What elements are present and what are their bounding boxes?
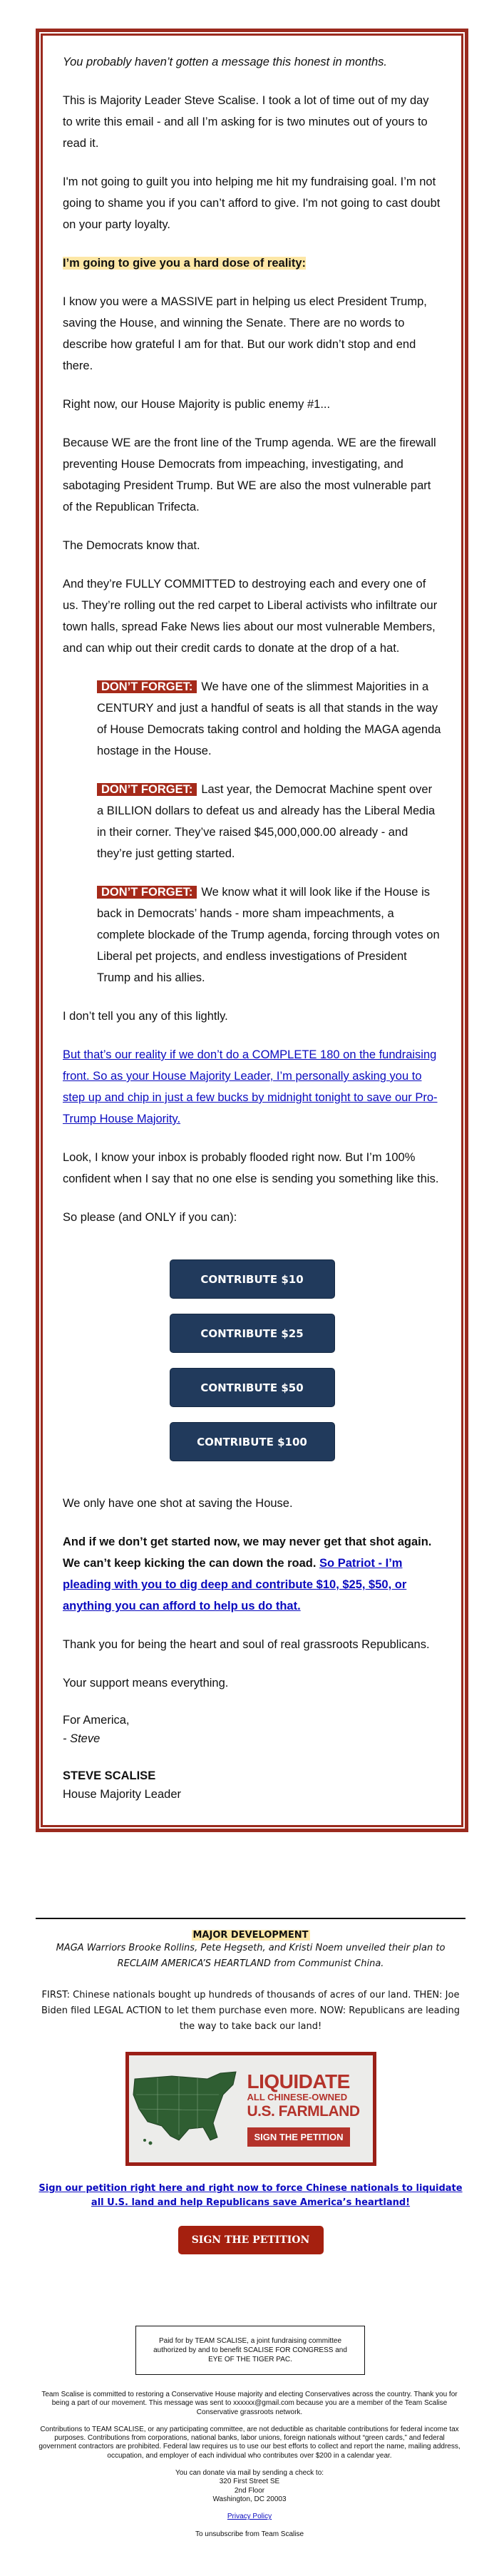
- contribute-50-button[interactable]: CONTRIBUTE $50: [170, 1368, 335, 1407]
- mail-intro: You can donate via mail by sending a check to:: [175, 2469, 324, 2478]
- dont-forget-text: We know what it will look like if the House is back in Democrats’ hands - more sham impeachments, a complete blockade of the Trump agenda, forcing through votes on Liberal pet projects, and endless investigations of President Trump and his allies.: [97, 886, 440, 984]
- petition-banner[interactable]: [125, 2052, 376, 2166]
- promo-subheading: MAGA Warriors Brooke Rollins, Pete Hegseth, and Kristi Noem unveiled their plan to RECLAIM AMERICA’S HEARTLAND from Communist China.: [56, 1943, 446, 1969]
- opener: You probably haven’t gotten a message this honest in months.: [63, 56, 387, 68]
- paragraph: I don’t tell you any of this lightly.: [63, 1010, 228, 1023]
- banner-sign-button[interactable]: SIGN THE PETITION: [247, 2127, 351, 2147]
- highlighted-statement: I’m going to give you a hard dose of reality:: [63, 257, 307, 270]
- banner-subtitle: ALL CHINESE-OWNED: [247, 2091, 348, 2102]
- email-frame: [36, 29, 468, 1832]
- sign-petition-button[interactable]: SIGN THE PETITION: [178, 2226, 324, 2254]
- footer: [38, 2391, 461, 2539]
- dont-forget-badge: DON’T FORGET:: [97, 680, 197, 693]
- paragraph: Right now, our House Majority is public enemy #1...: [63, 398, 331, 411]
- paragraph: We only have one shot at saving the House.: [63, 1497, 293, 1510]
- plead-link[interactable]: So Patriot - I’m pleading with you to dig deep and contribute $10, $25, $50, or anything you can afford to help us do that.: [63, 1557, 407, 1612]
- address-line: 320 First Street SE: [219, 2478, 280, 2486]
- promo-heading: MAJOR DEVELOPMENT: [192, 1930, 309, 1941]
- dont-forget-item: [97, 779, 441, 864]
- us-map-icon: [129, 2066, 243, 2152]
- contribute-25-button[interactable]: CONTRIBUTE $25: [170, 1314, 335, 1353]
- paragraph: So please (and ONLY if you can):: [63, 1211, 237, 1224]
- mission-text: Team Scalise is committed to restoring a Conservative House majority and electing Conservatives across the country. Thank you for being a part of our movement. This message was sent to xxxxxx@gmail.com because you are a member of the Team Scalise Conservative grassroots network.: [41, 2391, 458, 2416]
- paragraph: Thank you for being the heart and soul of real grassroots Republicans.: [63, 1638, 430, 1651]
- paragraph: I know you were a MASSIVE part in helping us elect President Trump, saving the House, and winning the Senate. There are no words to describe how grateful I am for that. But our work didn’t stop and end there.: [63, 295, 427, 372]
- dont-forget-badge: DON’T FORGET:: [97, 886, 197, 899]
- privacy-policy-link[interactable]: Privacy Policy: [227, 2513, 272, 2521]
- address-line: 2nd Floor: [234, 2486, 265, 2495]
- promo-body: FIRST: Chinese nationals bought up hundreds of thousands of acres of our land. THEN: Joe Biden filed LEGAL ACTION to let them purchase even more. NOW: Republicans are leading the way to take back our land!: [41, 1990, 461, 2032]
- signer-name: STEVE SCALISE: [63, 1769, 156, 1782]
- paragraph: This is Majority Leader Steve Scalise. I took a lot of time out of my day to write this email - and all I’m asking for is two minutes out of yours to read it.: [63, 94, 429, 150]
- signer-title: House Majority Leader: [63, 1788, 181, 1801]
- closing: For America,: [63, 1714, 130, 1727]
- unsubscribe-text[interactable]: To unsubscribe from Team Scalise: [195, 2530, 304, 2538]
- banner-subtitle-2: U.S. FARMLAND: [247, 2102, 360, 2120]
- contribute-10-button[interactable]: CONTRIBUTE $10: [170, 1259, 335, 1299]
- bold-statement: And if we don’t get started now, we may never get that shot again. We can’t keep kicking the can down the road.: [63, 1535, 432, 1570]
- paragraph: Your support means everything.: [63, 1677, 229, 1690]
- mail-donation: [38, 2469, 461, 2504]
- dont-forget-item: [97, 881, 441, 988]
- paid-for-disclaimer: Paid for by TEAM SCALISE, a joint fundraising committee authorized by and to benefit SCALISE FOR CONGRESS and EYE OF THE TIGER PAC.: [135, 2326, 365, 2375]
- divider: [36, 1918, 465, 1919]
- dont-forget-text: We have one of the slimmest Majorities in a CENTURY and just a handful of seats is all that stands in the way of House Democrats taking control and holding the MAGA agenda hostage in the House.: [97, 680, 441, 757]
- dont-forget-badge: DON’T FORGET:: [97, 783, 197, 796]
- banner-title: LIQUIDATE: [247, 2070, 350, 2092]
- paragraph: Look, I know your inbox is probably flooded right now. But I’m 100% confident when I say that no one else is sending you something like this.: [63, 1151, 439, 1185]
- paragraph: The Democrats know that.: [63, 539, 200, 552]
- petition-link[interactable]: Sign our petition right here and right now to force Chinese nationals to liquidate all U.S. land and help Republicans save America’s heartland!: [38, 2183, 463, 2208]
- paragraph: I'm not going to guilt you into helping me hit my fundraising goal. I’m not going to shame you if you can’t afford to give. I'm not going to cast doubt on your party loyalty.: [63, 175, 441, 231]
- dont-forget-text: Last year, the Democrat Machine spent over a BILLION dollars to defeat us and already has the Liberal Media in their corner. They’ve raised $45,000,000.00 already - and they’re just getting started.: [97, 783, 436, 860]
- paragraph: And they’re FULLY COMMITTED to destroying each and every one of us. They’re rolling out the red carpet to Liberal activists who infiltrate our town halls, spread Fake News lies about our most vulnerable Members, and can whip out their credit cards to donate at the drop of a hat.: [63, 578, 438, 655]
- contributions-disclaimer: Contributions to TEAM SCALISE, or any participating committee, are not deductible as charitable contributions for federal income tax purposes. Contributions from corporations, national banks, labor unions, foreign nationals without “green cards,” and federal government contractors are prohibited. Federal law requires us to use our best efforts to collect and report the name, mailing address, occupation, and employer of each individual who contributes over $200 in a calendar year.: [38, 2425, 461, 2460]
- signoff: - Steve: [63, 1732, 101, 1745]
- address-line: Washington, DC 20003: [212, 2495, 287, 2503]
- contribute-buttons: [63, 1259, 441, 1461]
- donate-link[interactable]: But that’s our reality if we don’t do a COMPLETE 180 on the fundraising front. So as your House Majority Leader, I’m personally asking you to step up and chip in just a few bucks by midnight tonight to save our Pro-Trump House Majority.: [63, 1048, 438, 1125]
- dont-forget-item: [97, 676, 441, 762]
- promo-section: [36, 1926, 465, 2254]
- email-body: [41, 34, 463, 1827]
- paragraph: Because WE are the front line of the Trump agenda. WE are the firewall preventing House Democrats from impeaching, investigating, and sabotaging President Trump. But WE are also the most vulnerable part of the Republican Trifecta.: [63, 436, 436, 513]
- contribute-100-button[interactable]: CONTRIBUTE $100: [170, 1422, 335, 1461]
